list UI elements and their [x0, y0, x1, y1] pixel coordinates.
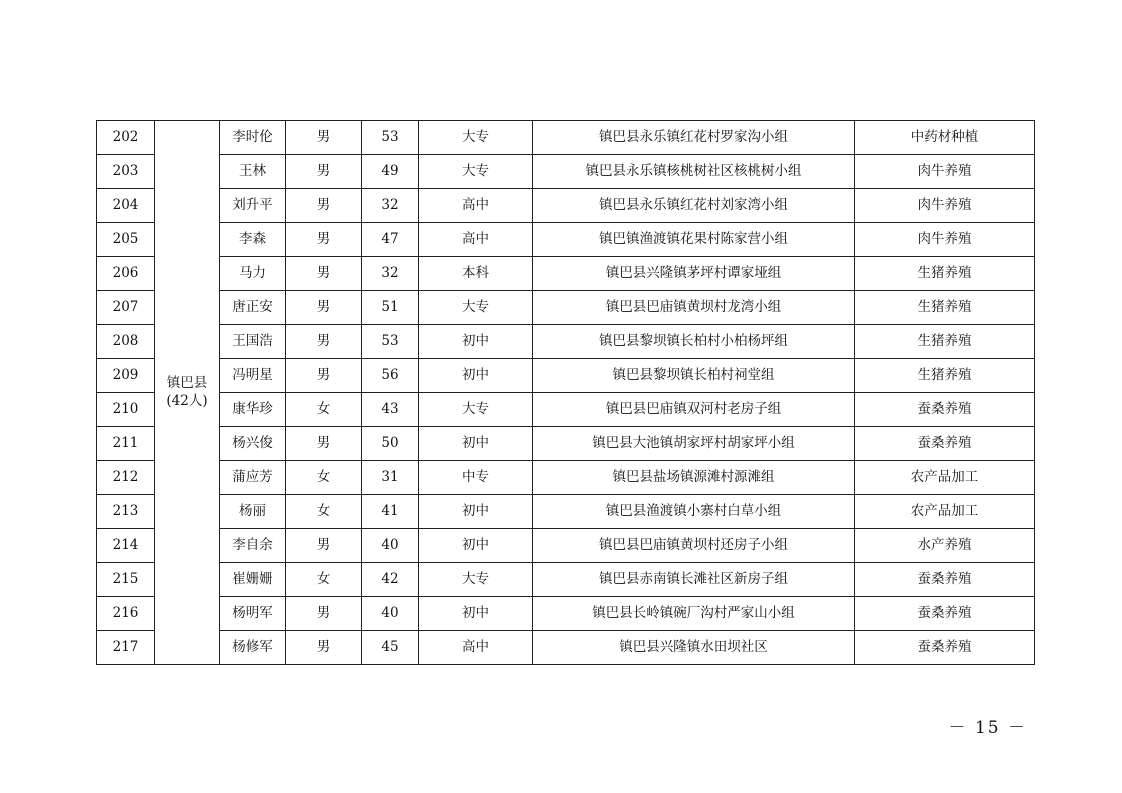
- table-row: [97, 563, 1035, 597]
- gender-cell: 男: [286, 155, 362, 189]
- roster-table: [96, 120, 1035, 665]
- education-cell: 大专: [419, 121, 533, 155]
- person-name-cell: 冯明星: [220, 359, 286, 393]
- address-cell: 镇巴县黎坝镇长柏村祠堂组: [533, 359, 855, 393]
- gender-cell: 男: [286, 223, 362, 257]
- industry-cell: 蚕桑养殖: [855, 427, 1035, 461]
- table-row: [97, 155, 1035, 189]
- row-number-cell: 205: [97, 223, 155, 257]
- row-number-cell: 203: [97, 155, 155, 189]
- age-cell: 42: [362, 563, 419, 597]
- address-cell: 镇巴县兴隆镇水田坝社区: [533, 631, 855, 665]
- person-name-cell: 李自余: [220, 529, 286, 563]
- industry-cell: 中药材种植: [855, 121, 1035, 155]
- address-cell: 镇巴县永乐镇红花村刘家湾小组: [533, 189, 855, 223]
- age-cell: 47: [362, 223, 419, 257]
- table-row: [97, 393, 1035, 427]
- age-cell: 32: [362, 189, 419, 223]
- address-cell: 镇巴镇渔渡镇花果村陈家营小组: [533, 223, 855, 257]
- person-name-cell: 王林: [220, 155, 286, 189]
- table-row: [97, 189, 1035, 223]
- industry-cell: 生猪养殖: [855, 257, 1035, 291]
- row-number-cell: 215: [97, 563, 155, 597]
- table-row: [97, 461, 1035, 495]
- education-cell: 初中: [419, 427, 533, 461]
- gender-cell: 女: [286, 393, 362, 427]
- table-row: [97, 495, 1035, 529]
- education-cell: 初中: [419, 495, 533, 529]
- age-cell: 41: [362, 495, 419, 529]
- person-name-cell: 王国浩: [220, 325, 286, 359]
- education-cell: 大专: [419, 291, 533, 325]
- address-cell: 镇巴县渔渡镇小寨村白草小组: [533, 495, 855, 529]
- gender-cell: 男: [286, 257, 362, 291]
- person-name-cell: 蒲应芳: [220, 461, 286, 495]
- gender-cell: 男: [286, 291, 362, 325]
- age-cell: 40: [362, 597, 419, 631]
- industry-cell: 蚕桑养殖: [855, 597, 1035, 631]
- address-cell: 镇巴县永乐镇红花村罗家沟小组: [533, 121, 855, 155]
- table-row: [97, 529, 1035, 563]
- gender-cell: 男: [286, 427, 362, 461]
- row-number-cell: 207: [97, 291, 155, 325]
- county-count: (42人): [166, 392, 208, 409]
- row-number-cell: 214: [97, 529, 155, 563]
- age-cell: 50: [362, 427, 419, 461]
- person-name-cell: 崔姗姗: [220, 563, 286, 597]
- table-row: [97, 291, 1035, 325]
- education-cell: 高中: [419, 631, 533, 665]
- address-cell: 镇巴县赤南镇长滩社区新房子组: [533, 563, 855, 597]
- address-cell: 镇巴县巴庙镇黄坝村龙湾小组: [533, 291, 855, 325]
- education-cell: 高中: [419, 223, 533, 257]
- industry-cell: 生猪养殖: [855, 359, 1035, 393]
- education-cell: 初中: [419, 325, 533, 359]
- industry-cell: 肉牛养殖: [855, 155, 1035, 189]
- roster-body: [97, 121, 1035, 665]
- education-cell: 高中: [419, 189, 533, 223]
- page-number: － 15 －: [948, 718, 1027, 738]
- industry-cell: 农产品加工: [855, 461, 1035, 495]
- gender-cell: 女: [286, 495, 362, 529]
- person-name-cell: 马力: [220, 257, 286, 291]
- gender-cell: 男: [286, 189, 362, 223]
- person-name-cell: 李时伦: [220, 121, 286, 155]
- person-name-cell: 康华珍: [220, 393, 286, 427]
- gender-cell: 男: [286, 631, 362, 665]
- industry-cell: 蚕桑养殖: [855, 393, 1035, 427]
- row-number-cell: 209: [97, 359, 155, 393]
- person-name-cell: 刘升平: [220, 189, 286, 223]
- person-name-cell: 杨修军: [220, 631, 286, 665]
- table-row: [97, 427, 1035, 461]
- county-group-cell: [155, 121, 220, 665]
- education-cell: 大专: [419, 563, 533, 597]
- age-cell: 32: [362, 257, 419, 291]
- age-cell: 31: [362, 461, 419, 495]
- education-cell: 初中: [419, 359, 533, 393]
- industry-cell: 肉牛养殖: [855, 189, 1035, 223]
- industry-cell: 蚕桑养殖: [855, 563, 1035, 597]
- industry-cell: 农产品加工: [855, 495, 1035, 529]
- row-number-cell: 211: [97, 427, 155, 461]
- industry-cell: 生猪养殖: [855, 325, 1035, 359]
- industry-cell: 蚕桑养殖: [855, 631, 1035, 665]
- table-row: [97, 359, 1035, 393]
- gender-cell: 女: [286, 461, 362, 495]
- age-cell: 45: [362, 631, 419, 665]
- gender-cell: 男: [286, 529, 362, 563]
- row-number-cell: 208: [97, 325, 155, 359]
- table-row: [97, 325, 1035, 359]
- county-name: 镇巴县: [166, 374, 208, 391]
- table-row: [97, 597, 1035, 631]
- person-name-cell: 唐正安: [220, 291, 286, 325]
- address-cell: 镇巴县永乐镇核桃树社区核桃树小组: [533, 155, 855, 189]
- education-cell: 大专: [419, 155, 533, 189]
- age-cell: 56: [362, 359, 419, 393]
- row-number-cell: 204: [97, 189, 155, 223]
- age-cell: 43: [362, 393, 419, 427]
- age-cell: 51: [362, 291, 419, 325]
- person-name-cell: 杨丽: [220, 495, 286, 529]
- age-cell: 49: [362, 155, 419, 189]
- row-number-cell: 216: [97, 597, 155, 631]
- row-number-cell: 217: [97, 631, 155, 665]
- table-row: [97, 631, 1035, 665]
- gender-cell: 男: [286, 359, 362, 393]
- industry-cell: 生猪养殖: [855, 291, 1035, 325]
- education-cell: 初中: [419, 597, 533, 631]
- education-cell: 中专: [419, 461, 533, 495]
- address-cell: 镇巴县盐场镇源滩村源滩组: [533, 461, 855, 495]
- row-number-cell: 202: [97, 121, 155, 155]
- address-cell: 镇巴县黎坝镇长柏村小柏杨坪组: [533, 325, 855, 359]
- person-name-cell: 李森: [220, 223, 286, 257]
- table-row: [97, 121, 1035, 155]
- address-cell: 镇巴县巴庙镇双河村老房子组: [533, 393, 855, 427]
- industry-cell: 肉牛养殖: [855, 223, 1035, 257]
- education-cell: 本科: [419, 257, 533, 291]
- education-cell: 初中: [419, 529, 533, 563]
- address-cell: 镇巴县巴庙镇黄坝村还房子小组: [533, 529, 855, 563]
- address-cell: 镇巴县大池镇胡家坪村胡家坪小组: [533, 427, 855, 461]
- row-number-cell: 206: [97, 257, 155, 291]
- person-name-cell: 杨兴俊: [220, 427, 286, 461]
- industry-cell: 水产养殖: [855, 529, 1035, 563]
- gender-cell: 男: [286, 597, 362, 631]
- age-cell: 40: [362, 529, 419, 563]
- age-cell: 53: [362, 325, 419, 359]
- row-number-cell: 213: [97, 495, 155, 529]
- gender-cell: 女: [286, 563, 362, 597]
- address-cell: 镇巴县长岭镇碗厂沟村严家山小组: [533, 597, 855, 631]
- education-cell: 大专: [419, 393, 533, 427]
- age-cell: 53: [362, 121, 419, 155]
- table-row: [97, 223, 1035, 257]
- table-row: [97, 257, 1035, 291]
- gender-cell: 男: [286, 325, 362, 359]
- row-number-cell: 210: [97, 393, 155, 427]
- person-name-cell: 杨明军: [220, 597, 286, 631]
- row-number-cell: 212: [97, 461, 155, 495]
- address-cell: 镇巴县兴隆镇茅坪村谭家垭组: [533, 257, 855, 291]
- gender-cell: 男: [286, 121, 362, 155]
